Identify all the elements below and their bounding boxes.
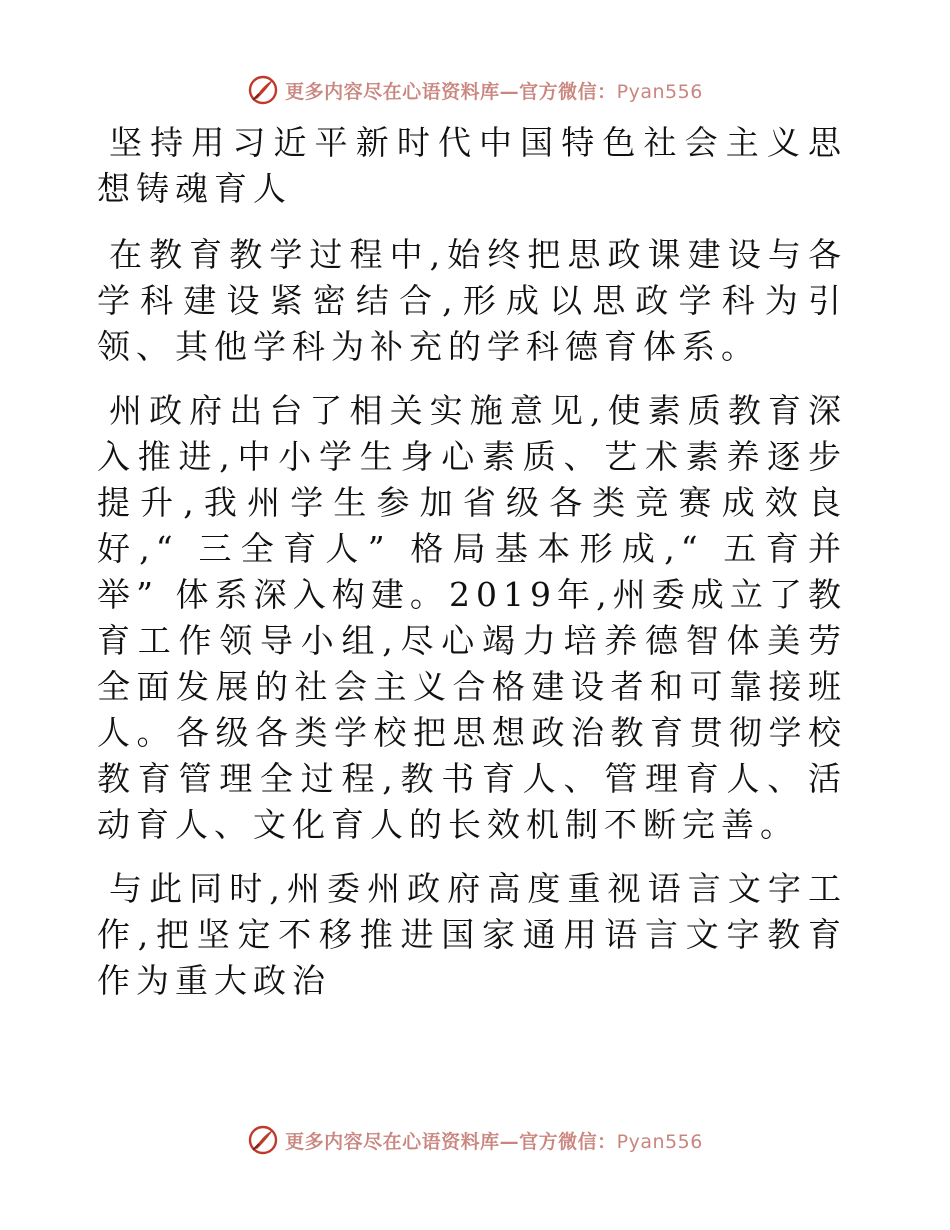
paragraph: 州政府出台了相关实施意见,使素质教育深入推进,中小学生身心素质、艺术素养逐步提升,我州学生参加省级各类竞赛成效良好,“ 三全育人” 格局基本形成,“ 五育并举” 体系深入构建。2019年,州委成立了教育工作领导小组,尽心竭力培养德智体美劳全面发展的社会主义合格建设者和可靠接班人。各级各类学校把思想政治教育贯彻学校教育管理全过程,教书育人、管理育人、活动育人、文化育人的长效机制不断完善。: [97, 391, 847, 844]
paragraph: 与此同时,州委州政府高度重视语言文字工作,把坚定不移推进国家通用语言文字教育作为重大政治: [97, 869, 847, 1000]
watermark-text: 更多内容尽在心语资料库—官方微信：Pyan556: [285, 1130, 703, 1153]
header-watermark: [0, 73, 950, 107]
paragraph: 在教育教学过程中,始终把思政课建设与各学科建设紧密结合,形成以思政学科为引领、其他学科为补充的学科德育体系。: [97, 235, 847, 366]
document-body: [97, 120, 847, 1022]
feather-seal-icon: [247, 74, 279, 106]
footer-watermark: [0, 1123, 950, 1157]
watermark-text: 更多内容尽在心语资料库—官方微信：Pyan556: [285, 80, 703, 103]
document-title: 坚持用习近平新时代中国特色社会主义思想铸魂育人: [97, 123, 847, 208]
feather-seal-icon: [247, 1124, 279, 1156]
